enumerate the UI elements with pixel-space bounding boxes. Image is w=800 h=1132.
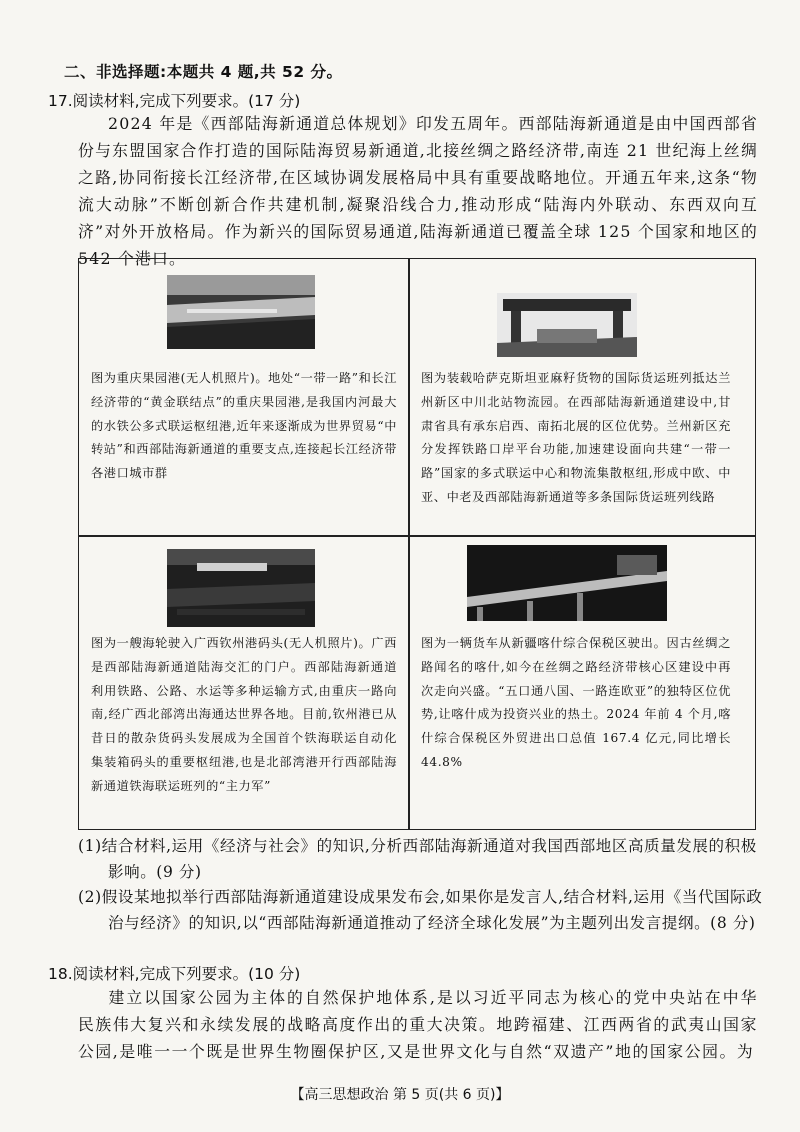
panel-qinzhou-caption: 图为一艘海轮驶入广西钦州港码头(无人机照片)。广西是西部陆海新通道陆海交汇的门户。西部陆海新通道利用铁路、公路、水运等多种运输方式,由重庆一路向南,经广西北部湾出海通达世界各地。目前,钦州港已从昔日的散杂货码头发展成为全国首个铁海联运自动化集装箱码头的重要枢纽港,也是北部湾港开行西部陆海新通道铁海联运班列的“主力军”: [91, 636, 397, 793]
photo-caption-table: [78, 258, 756, 830]
panel-chongqing: [79, 259, 408, 535]
question-17-material-text: 2024 年是《西部陆海新通道总体规划》印发五周年。西部陆海新通道是由中国西部省份与东盟国家合作打造的国际陆海贸易新通道,北接丝绸之路经济带,南连 21 世纪海上丝绸之路,协同衔接长江经济带,在区域协调发展格局中具有重要战略地位。开通五年来,这条“物流大动脉”不断创新合作共建机制,凝聚沿线合力,推动形成“陆海内外联动、东西双向互济”对外开放格局。作为新兴的国际贸易通道,陆海新通道已覆盖全球 125 个国家和地区的 542 个港口。: [78, 114, 758, 268]
ship-at-dock-photo: [167, 549, 315, 627]
gantry-crane-photo: [497, 293, 637, 357]
question-18-material-text: 建立以国家公园为主体的自然保护地体系,是以习近平同志为核心的党中央站在中华民族伟大复兴和永续发展的战略高度作出的重大决策。地跨福建、江西两省的武夷山国家公园,是唯一一个既是世界生物圈保护区,又是世界文化与自然“双遗产”地的国家公园。为: [78, 988, 758, 1061]
truck-night-photo: [467, 545, 667, 621]
panel-kashgar-caption: 图为一辆货车从新疆喀什综合保税区驶出。因古丝绸之路闻名的喀什,如今在丝绸之路经济带核心区建设中再次走向兴盛。“五口通八国、一路连欧亚”的独特区位优势,让喀什成为投资兴业的热土。2024 年前 4 个月,喀什综合保税区外贸进出口总值 167.4 亿元,同比增长 44.8%: [421, 636, 731, 769]
question-17-title: 17.阅读材料,完成下列要求。(17 分): [48, 92, 301, 110]
panel-qinzhou: [79, 537, 408, 829]
question-18-material: [78, 984, 758, 1065]
panel-chongqing-caption: 图为重庆果园港(无人机照片)。地处“一带一路”和长江经济带的“黄金联结点”的重庆果园港,是我国内河最大的水铁公多式联运枢纽港,近年来逐渐成为世界贸易“中转站”和西部陆海新通道的重要支点,连接起长江经济带各港口城市群: [91, 371, 397, 481]
question-17-material: [78, 110, 758, 272]
panel-kashgar: [409, 537, 755, 829]
port-aerial-photo: [167, 275, 315, 349]
sub-question-2: (2)假设某地拟举行西部陆海新通道建设成果发布会,如果你是发言人,结合材料,运用《当代国际政治与经济》的知识,以“西部陆海新通道推动了经济全球化发展”为主题列出发言提纲。(8 分): [78, 888, 763, 932]
question-17-subquestions: [78, 834, 768, 936]
panel-lanzhou: [409, 259, 755, 535]
sub-question-1: (1)结合材料,运用《经济与社会》的知识,分析西部陆海新通道对我国西部地区高质量发展的积极影响。(9 分): [78, 837, 757, 881]
question-18-title: 18.阅读材料,完成下列要求。(10 分): [48, 965, 301, 983]
page-footer: 【高三思想政治 第 5 页(共 6 页)】: [290, 1087, 510, 1103]
section-title: 二、非选择题:本题共 4 题,共 52 分。: [64, 63, 343, 81]
panel-lanzhou-caption: 图为装载哈萨克斯坦亚麻籽货物的国际货运班列抵达兰州新区中川北站物流园。在西部陆海新通道建设中,甘肃省具有承东启西、南拓北展的区位优势。兰州新区充分发挥铁路口岸平台功能,加速建设面向共建“一带一路”国家的多式联运中心和物流集散枢纽,形成中欧、中亚、中老及西部陆海新通道等多条国际货运班列线路: [421, 371, 731, 504]
